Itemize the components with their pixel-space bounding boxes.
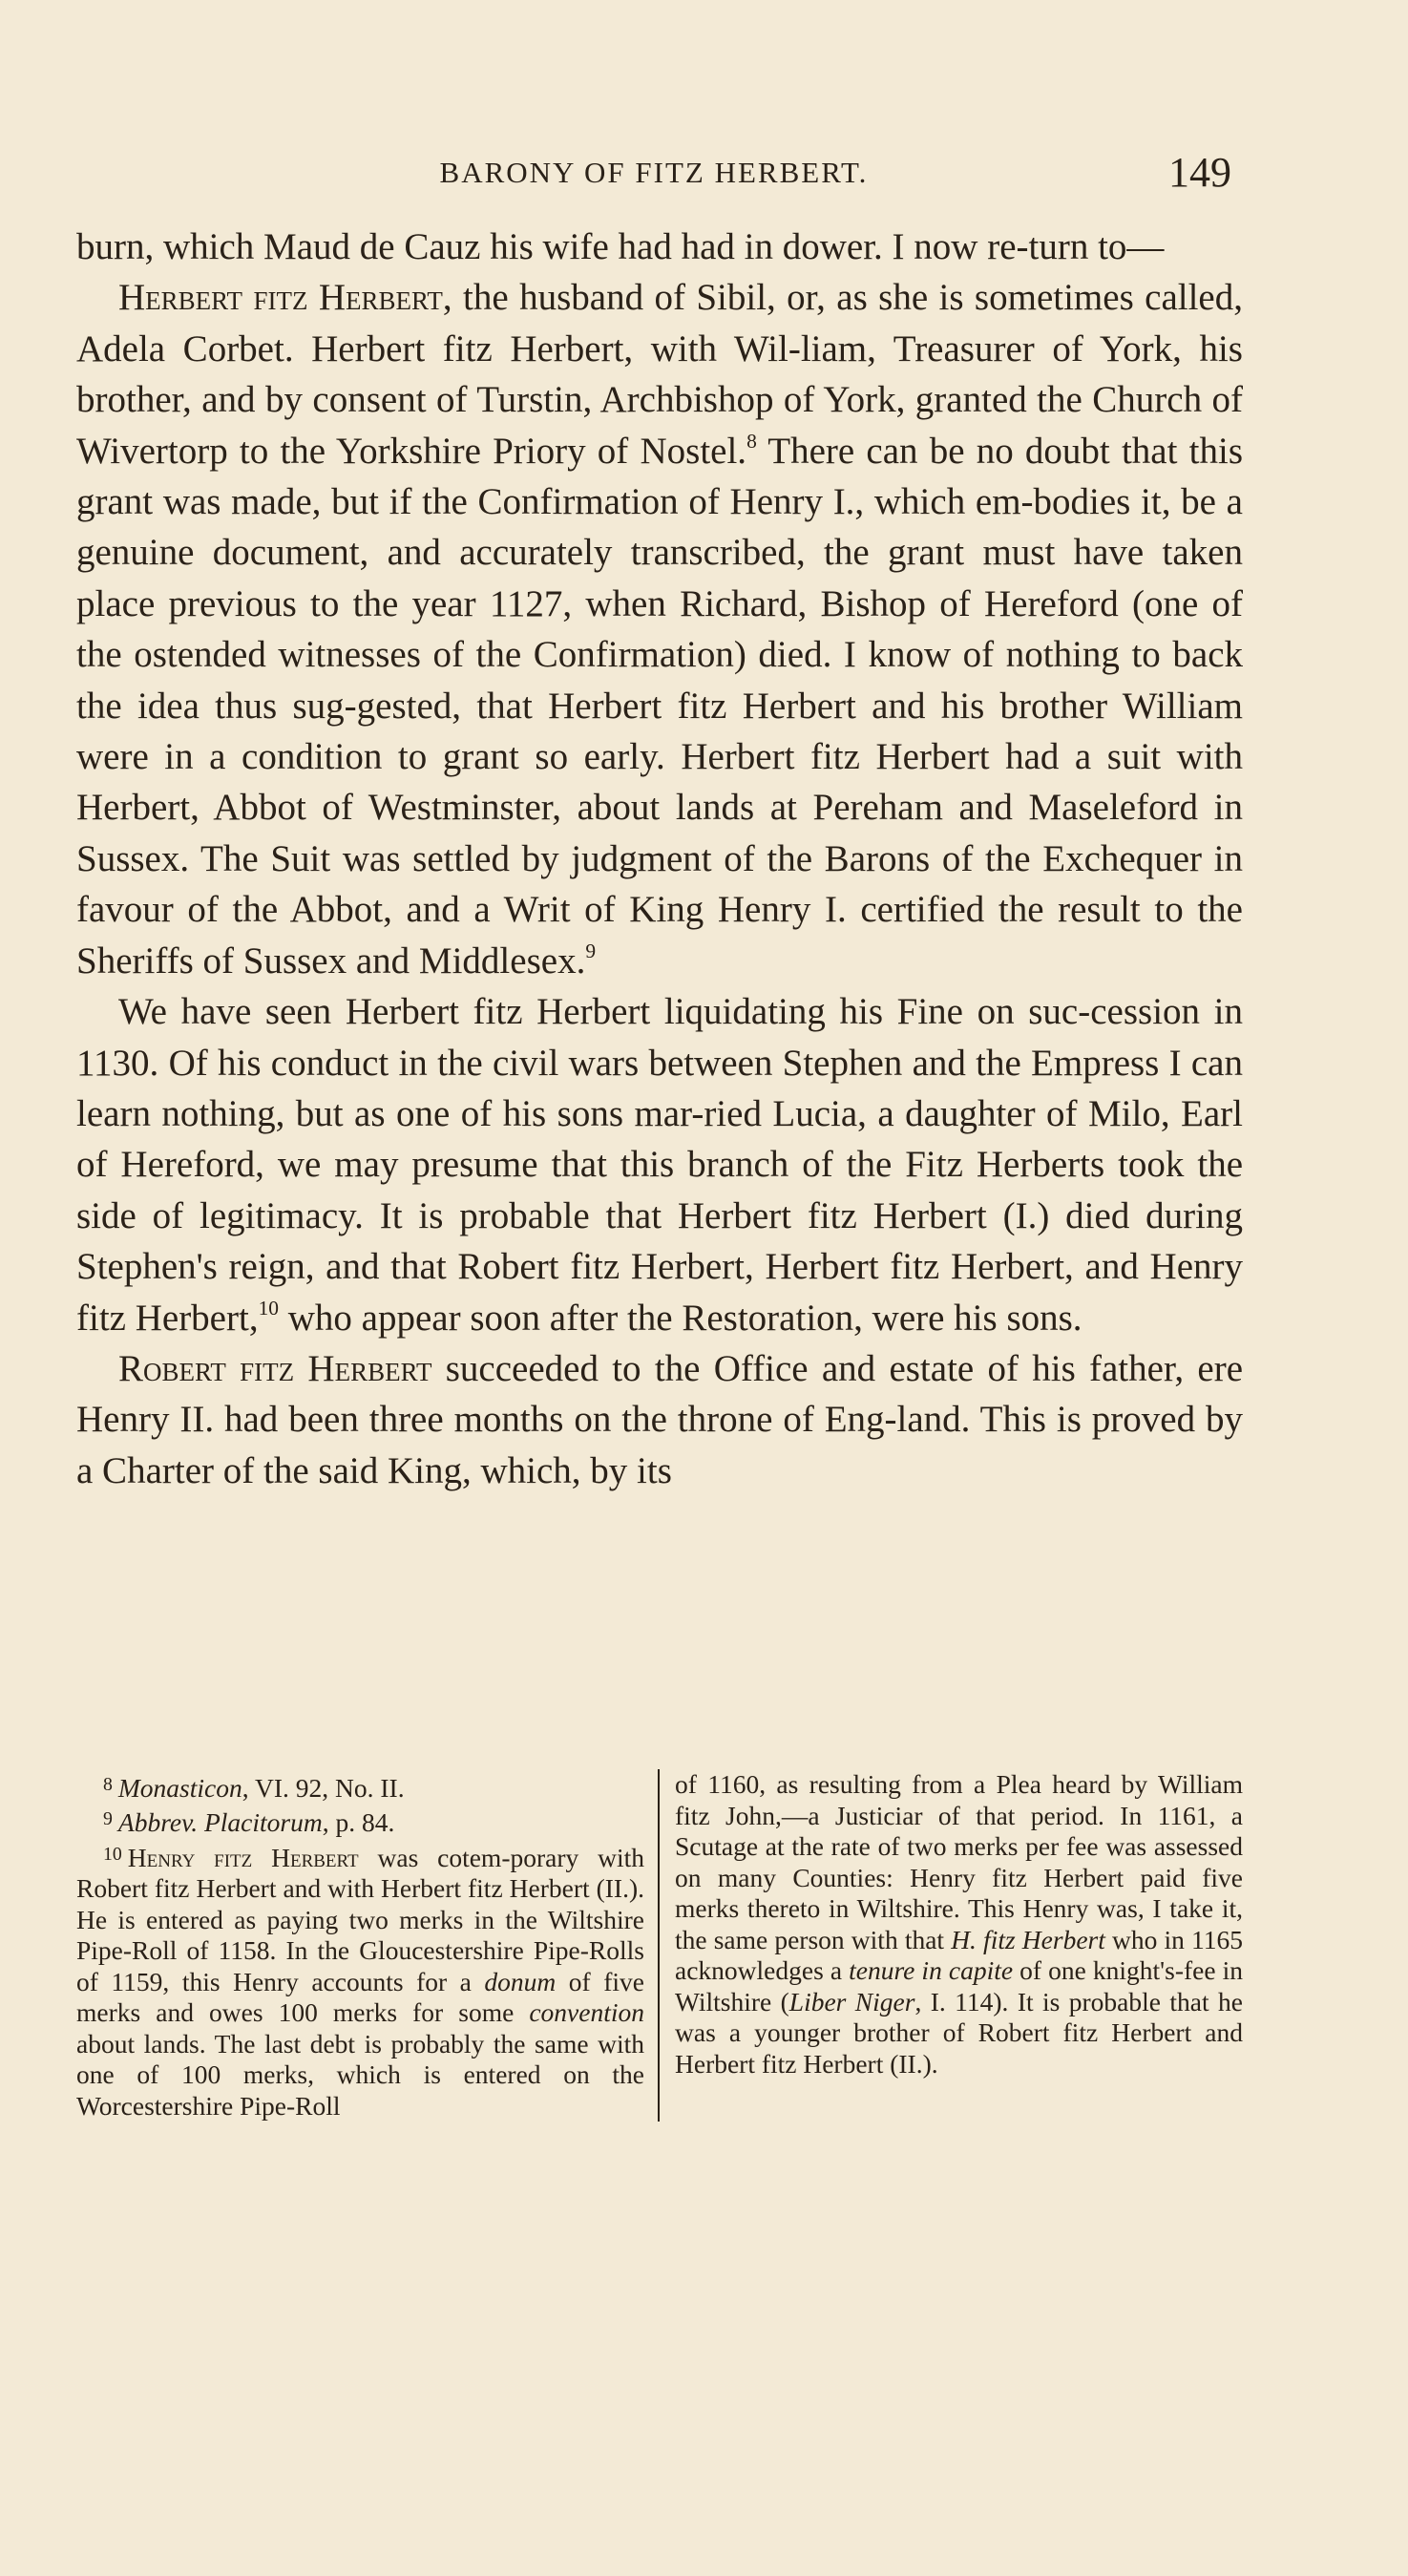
footnote-10-text-b: of five merks and owes 100 merks for some [76,1966,644,2028]
footnote-ref-10[interactable]: 10 [258,1296,280,1320]
footnote-10-convention: convention [529,1997,644,2028]
footnote-10-continued [675,1769,1243,2080]
footnote-10-number: 10 [103,1843,122,1865]
footnote-8-title: Monasticon [117,1772,242,1803]
paragraph-2-text-b: There can be no doubt that this grant was made, but if the Confirmation of Henry I., which em-bodies it, be a genuine document, and accurately transcribed, the grant must have taken place previous to the year 1127, when Richard, Bishop of Hereford (one of the ostended witnesses of the Confirmation) died. I know of nothing to back the idea thus sug-gested, that Herbert fitz Herbert and his brother William were in a condition to grant so early. Herbert fitz Herbert had a suit with Herbert, Abbot of Westminster, about lands at Pereham and Maseleford in Sussex. The Suit was settled by judgment of the Barons of the Exchequer in favour of the Abbot, and a Writ of King Henry I. certified the result to the Sheriffs of Sussex and Middlesex. [76,430,1243,982]
footnotes-left-column [76,1769,660,2122]
footnote-9-title: Abbrev. Placitorum [117,1807,323,1838]
page-number: 149 [1168,149,1231,196]
footnote-10-cont-a: of 1160, as resulting from a Plea heard by William fitz John,—a Justiciar of that period. In 1161, a Scutage at the rate of two merks per fee was assessed on many Counties: Henry fitz Herbert paid five merks thereto in Wiltshire. This Henry was, I take it, the same person with that [675,1769,1243,1954]
paragraph-3-text-b: who appear soon after the Restoration, were his sons. [279,1297,1082,1339]
footnote-8-number: 8 [103,1774,113,1795]
paragraph-1 [76,222,1243,272]
footnote-10 [76,1839,644,2122]
paragraph-2 [76,272,1243,986]
paragraph-4 [76,1343,1243,1496]
footnote-10-tenure: tenure in capite [849,1955,1014,1985]
footnote-9-rest: , p. 84. [322,1807,395,1838]
paragraph-1-text: burn, which Maud de Cauz his wife had had in dower. I now re-turn to— [76,226,1165,267]
footnotes-right-column [660,1769,1243,2122]
herbert-fitz-herbert-heading: Herbert fitz Herbert [118,277,443,319]
page-header [76,148,1231,205]
footnotes [76,1769,1243,2122]
paragraph-3-text-a: We have seen Herbert fitz Herbert liquidating his Fine on suc-cession in 1130. Of his conduct in the civil wars between Stephen and the Empress I can learn nothing, but as one of his sons mar-ried Lucia, a daughter of Milo, Earl of Hereford, we may presume that this branch of the Fitz Herberts took the side of legitimacy. It is probable that Herbert fitz Herbert (I.) died during Stephen's reign, and that Robert fitz Herbert, Herbert fitz Herbert, and Henry fitz Herbert, [76,991,1243,1339]
footnote-10-cont-d: , I. 114). It is probable that he was a younger brother of Robert fitz Herbert and Herbert fitz Herbert (II.). [675,1986,1243,2079]
footnote-8 [76,1769,644,1804]
footnote-9-number: 9 [103,1808,113,1830]
footnote-10-name: Henry fitz Herbert [127,1842,359,1872]
paragraph-4-text: succeeded to the Office and estate of his father, ere Henry II. had been three months on the throne of Eng-land. This is proved by a Charter of the said King, which, by its [76,1347,1243,1491]
running-title: BARONY OF FITZ HERBERT. [439,156,869,189]
footnote-8-rest: , VI. 92, No. II. [242,1772,405,1803]
footnote-10-cont-c: of one knight's-fee in Wiltshire ( [675,1955,1244,2016]
footnote-9 [76,1804,644,1838]
main-text [76,222,1243,1496]
footnote-10-cont-b: who in 1165 acknowledges a [675,1924,1243,1985]
footnote-ref-8[interactable]: 8 [746,429,757,453]
footnote-10-text-c: about lands. The last debt is probably the same with one of 100 merks, which is entered on the Worcestershire Pipe-Roll [76,2028,644,2121]
paragraph-2-text-a: , the husband of Sibil, or, as she is sometimes called, Adela Corbet. Herbert fitz Herbert, with Wil-liam, Treasurer of York, his brother, and by consent of Turstin, Archbishop of York, granted the Church of Wivertorp to the Yorkshire Priory of Nostel. [76,277,1243,472]
paragraph-3 [76,986,1243,1343]
robert-fitz-herbert-heading: Robert fitz Herbert [118,1347,432,1389]
footnote-ref-9[interactable]: 9 [585,939,597,962]
footnote-10-text-a: was cotem-porary with Robert fitz Herbert and with Herbert fitz Herbert (II.). He is entered as paying two merks in the Wiltshire Pipe-Roll of 1158. In the Gloucestershire Pipe-Rolls of 1159, this Henry accounts for a [76,1842,644,1996]
footnote-10-h-fitz-herbert: H. fitz Herbert [951,1924,1105,1954]
footnote-10-donum: donum [484,1966,557,1996]
footnote-10-liber-niger: Liber Niger [788,1986,915,2016]
